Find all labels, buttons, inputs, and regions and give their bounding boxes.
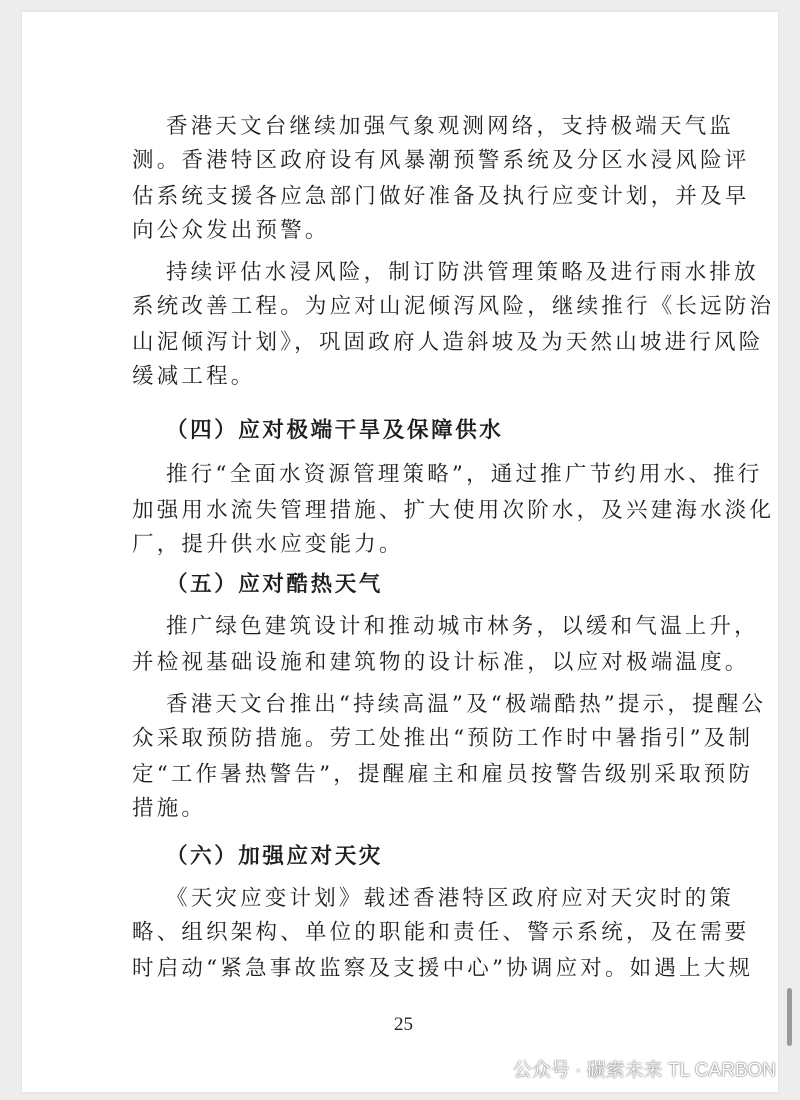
text-line: 估系统支援各应急部门做好准备及执行应变计划，并及早 xyxy=(132,184,750,209)
text-line: 系统改善工程。为应对山泥倾泻风险，继续推行《长远防治 xyxy=(132,294,775,319)
text-line: 措施。 xyxy=(132,796,207,821)
text-line: 香港天文台继续加强气象观测网络，支持极端天气监 xyxy=(166,114,735,139)
text-line: 持续评估水浸风险，制订防洪管理策略及进行雨水排放 xyxy=(166,260,759,285)
page-number: 25 xyxy=(394,1014,413,1035)
text-line: 香港天文台推出“持续高温”及“极端酷热”提示，提醒公 xyxy=(166,692,767,717)
text-line: 推行“全面水资源管理策略”，通过推广节约用水、推行 xyxy=(166,462,763,487)
wechat-icon xyxy=(477,1057,505,1081)
text-line: 略、组织架构、单位的职能和责任、警示系统，及在需要 xyxy=(132,920,750,945)
text-line: 向公众发出预警。 xyxy=(132,218,330,243)
text-line: 众采取预防措施。劳工处推出“预防工作时中暑指引”及制 xyxy=(132,726,754,751)
scrollbar[interactable] xyxy=(787,988,792,1046)
text-line: 时启动“紧急事故监察及支援中心”协调应对。如遇上大规 xyxy=(132,956,754,981)
text-line: 推广绿色建筑设计和推动城市林务，以缓和气温上升， xyxy=(166,614,759,639)
section-heading: （五）应对酷热天气 xyxy=(166,572,383,597)
text-line: 山泥倾泻计划》，巩固政府人造斜坡及为天然山坡进行风险 xyxy=(132,330,764,355)
watermark xyxy=(477,1055,776,1082)
text-line: 《天灾应变计划》载述香港特区政府应对天灾时的策 xyxy=(166,886,735,911)
watermark-text: 公众号 · 碳索未来 TL CARBON xyxy=(512,1060,776,1081)
section-heading: （六）加强应对天灾 xyxy=(166,844,383,869)
text-line: 测。香港特区政府设有风暴潮预警系统及分区水浸风险评 xyxy=(132,148,750,173)
text-line: 厂，提升供水应变能力。 xyxy=(132,532,404,557)
text-line: 并检视基础设施和建筑物的设计标准，以应对极端温度。 xyxy=(132,650,750,675)
text-line: 定“工作暑热警告”，提醒雇主和雇员按警告级别采取预防 xyxy=(132,762,754,787)
text-line: 缓减工程。 xyxy=(132,364,256,389)
section-heading: （四）应对极端干旱及保障供水 xyxy=(166,418,504,443)
text-line: 加强用水流失管理措施、扩大使用次阶水，及兴建海水淡化 xyxy=(132,498,775,523)
